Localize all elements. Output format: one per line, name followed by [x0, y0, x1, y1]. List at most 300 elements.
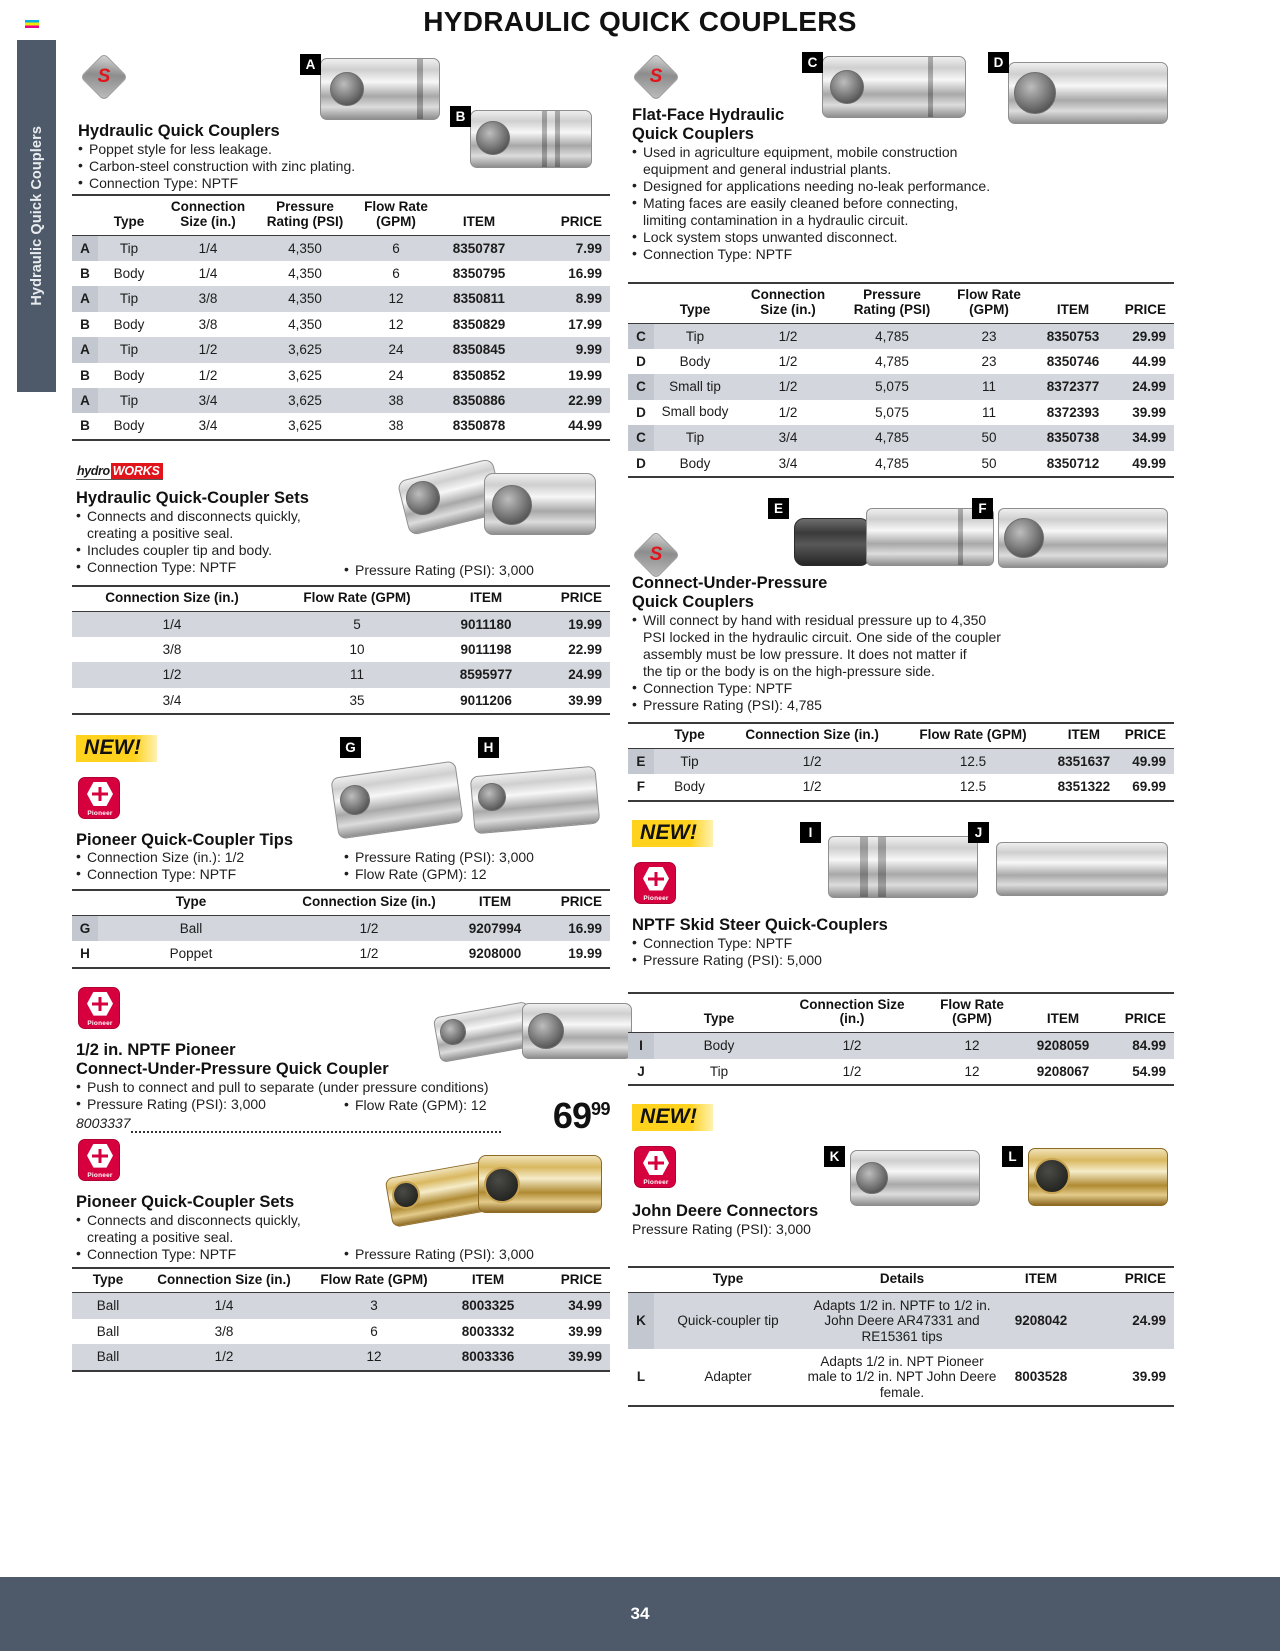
bullets-hydraulic-quick-coupler-sets [76, 508, 376, 576]
cell-size: 3/8 [198, 316, 218, 332]
cell-price: 49.99 [1132, 455, 1166, 471]
cell-psi: 4,785 [840, 323, 944, 349]
table-row [628, 323, 1174, 349]
cell-size: 3/4 [160, 388, 256, 413]
image-tag-e: E [768, 498, 789, 519]
cell-type: Body [113, 316, 145, 332]
cell-psi: 4,350 [288, 316, 322, 332]
bullets-pioneer-sets-right [344, 1246, 614, 1263]
cell-item: 9011206 [460, 692, 512, 708]
cell-gpm: 12.5 [959, 779, 987, 795]
cell-size: 1/2 [284, 915, 454, 941]
cell-price: 39.99 [568, 692, 602, 708]
cell-type: Ball [72, 1344, 144, 1370]
product-image-i [828, 836, 978, 898]
table-row [72, 662, 610, 687]
product-image-e-dark [794, 518, 870, 566]
cell-type: Ball [96, 1323, 120, 1339]
cell-item: 8350712 [1046, 455, 1100, 471]
bullet-item: • Will connect by hand with residual pressure up to 4,350 [632, 612, 1172, 629]
cell-item: 8003528 [1014, 1369, 1068, 1385]
col-connection-size: Connection Size (in.) [736, 283, 840, 323]
table-pioneer-quick-coupler-sets [72, 1267, 610, 1372]
bullet-item: • Connection Type: NPTF [632, 935, 1052, 952]
cell-size: 3/4 [162, 692, 182, 708]
cell-psi: 4,350 [256, 235, 354, 261]
cell-gpm: 6 [392, 266, 400, 282]
cell-type: Small tip [654, 374, 736, 399]
cell-type: Tip [709, 1063, 729, 1079]
page-title: HYDRAULIC QUICK COUPLERS [423, 6, 857, 37]
page-footer [0, 1577, 1280, 1651]
cell-psi: 4,350 [288, 266, 322, 282]
cell-details: Adapts 1/2 in. NPTF to 1/2 in. John Deere AR47331 and RE15361 tips [802, 1292, 1002, 1349]
col-type: Type [72, 1268, 144, 1293]
bullet-item: • Used in agriculture equipment, mobile construction [632, 144, 1172, 161]
page-number: 34 [630, 1604, 650, 1623]
table-row [72, 637, 610, 662]
cell-price: 39.99 [532, 1344, 610, 1370]
cell-type: Tip [98, 286, 160, 311]
table-skid-steer [628, 992, 1174, 1086]
table-row [628, 1059, 1174, 1085]
bullet-item: • Connects and disconnects quickly, [76, 1212, 376, 1229]
cell-type: Ball [98, 915, 284, 941]
cell-gpm: 11 [272, 662, 442, 687]
cell-psi: 3,625 [288, 418, 322, 434]
cell-size: 1/2 [778, 404, 798, 420]
cell-price: 24.99 [1080, 1292, 1174, 1349]
pioneer-logo-text: Pioneer [643, 894, 669, 902]
table-header-row [72, 890, 610, 915]
block-john-deere [628, 1104, 1174, 1407]
cell-letter: K [628, 1292, 654, 1349]
cell-letter: E [628, 748, 654, 774]
col-item: ITEM [438, 195, 520, 235]
cell-price: 34.99 [1112, 425, 1174, 450]
pioneer-brand-logo [634, 1146, 676, 1188]
right-column [628, 44, 1174, 1413]
pioneer-logo-text: Pioneer [87, 810, 113, 818]
cell-size: 1/4 [144, 1293, 304, 1319]
col-type: Type [98, 195, 160, 235]
col-item: ITEM [444, 1268, 532, 1293]
cell-gpm: 23 [981, 354, 997, 370]
bullets-pioneer-sets [76, 1212, 376, 1263]
pioneer-hex-icon [87, 992, 113, 1016]
table-john-deere [628, 1266, 1174, 1407]
bullet-item-cont: PSI locked in the hydraulic circuit. One side of the coupler [643, 629, 1001, 646]
left-column [72, 44, 610, 1378]
block-hydraulic-quick-couplers [72, 44, 610, 441]
cell-psi: 4,785 [875, 455, 909, 471]
bullet-item-cont: assembly must be low pressure. It does not matter if [643, 646, 967, 663]
table-row [628, 451, 1174, 477]
cell-item: 9208000 [468, 946, 522, 962]
bullet-item: • Carbon-steel construction with zinc plating. [78, 158, 478, 175]
cell-item: 8350811 [438, 286, 520, 311]
table-header-row [628, 723, 1174, 748]
col-letter [628, 993, 654, 1033]
table-body [628, 1033, 1174, 1085]
cell-price: 16.99 [536, 915, 610, 941]
bullet-item: • Pressure Rating (PSI): 3,000 [344, 849, 614, 866]
col-item: ITEM [1002, 1267, 1080, 1292]
product-image-set-body-bore [492, 485, 532, 525]
heading-hydraulic-quick-couplers: Hydraulic Quick Couplers [78, 122, 280, 140]
bullets-pioneer-tips-right [344, 849, 614, 883]
table-header-row [628, 993, 1174, 1033]
leader-dots [131, 1124, 501, 1133]
image-tag-l: L [1002, 1146, 1023, 1167]
bullet-item: • Connection Size (in.): 1/2 [76, 849, 366, 866]
table-row [72, 286, 610, 311]
bullet-item: • Connection Type: NPTF [76, 866, 366, 883]
table-hydraulic-quick-coupler-sets [72, 585, 610, 715]
new-badge: NEW! [632, 1104, 713, 1131]
table-row [72, 337, 610, 362]
cell-type: Body [679, 455, 711, 471]
bullet-item: • Flow Rate (GPM): 12 [344, 1097, 614, 1114]
heading-hydraulic-quick-coupler-sets: Hydraulic Quick-Coupler Sets [76, 488, 309, 507]
col-connection-size: Connection Size (in.) [72, 586, 272, 611]
cell-gpm: 50 [944, 425, 1034, 450]
cell-size: 1/4 [72, 611, 272, 637]
col-details: Details [802, 1267, 1002, 1292]
cell-price: 22.99 [568, 641, 602, 657]
product-image-a-bore [330, 72, 364, 106]
cell-price: 84.99 [1102, 1033, 1174, 1059]
col-price: PRICE [1112, 283, 1174, 323]
cell-psi: 4,785 [875, 354, 909, 370]
cell-gpm: 6 [370, 1323, 378, 1339]
section-side-tab-label: Hydraulic Quick Couplers [28, 126, 45, 306]
cell-type: Body [113, 418, 145, 434]
table-flat-face [628, 282, 1174, 478]
surelock-brand-logo [632, 54, 682, 102]
cell-price: 19.99 [568, 946, 602, 962]
product-image-d-bore [1014, 72, 1056, 114]
table-row [72, 235, 610, 261]
cell-letter: I [628, 1033, 654, 1059]
cell-type: Tip [98, 388, 160, 413]
col-price: PRICE [532, 1268, 610, 1293]
bullets-pioneer-tips-left [76, 849, 366, 883]
cell-item: 8350753 [1034, 323, 1112, 349]
cell-item: 8003336 [444, 1344, 532, 1370]
cell-letter: B [80, 316, 90, 332]
cell-item: 9011198 [460, 641, 512, 657]
product-image-c-bore [830, 70, 864, 104]
bullets-hydraulic-quick-couplers [78, 141, 478, 192]
table-row [72, 1293, 610, 1319]
bullet-item-cont: equipment and general industrial plants. [643, 161, 892, 178]
col-item: ITEM [1047, 723, 1121, 748]
table-body [628, 748, 1174, 800]
cell-item: 8350845 [438, 337, 520, 362]
cell-size: 1/2 [736, 323, 840, 349]
block-connect-under-pressure [628, 494, 1174, 802]
big-price [553, 1095, 610, 1137]
cell-price: 24.99 [1112, 374, 1174, 399]
cell-letter: A [72, 388, 98, 413]
image-tag-g: G [340, 737, 361, 758]
col-price: PRICE [1080, 1267, 1174, 1292]
cell-price: 69.99 [1132, 779, 1166, 795]
product-image-i-ring1 [860, 837, 868, 897]
bullet-item: • Pressure Rating (PSI): 4,785 [632, 697, 1172, 714]
cell-size: 1/2 [359, 946, 379, 962]
image-tag-i: I [800, 822, 821, 843]
col-price: PRICE [520, 195, 610, 235]
cell-price: 19.99 [568, 367, 602, 383]
cell-item: 9208067 [1036, 1063, 1090, 1079]
cell-type: Body [674, 779, 705, 795]
product-image-l-bore [1034, 1158, 1070, 1194]
block-pioneer-quick-coupler-sets [72, 1139, 610, 1372]
table-body [628, 323, 1174, 477]
cell-item: 9208042 [1002, 1292, 1080, 1349]
cell-psi: 5,075 [840, 374, 944, 399]
cell-size: 1/4 [160, 235, 256, 261]
cell-price: 24.99 [530, 662, 610, 687]
cell-letter: D [636, 404, 646, 420]
cell-type: Tip [98, 337, 160, 362]
cell-gpm: 5 [272, 611, 442, 637]
cell-size: 3/4 [198, 418, 218, 434]
bullet-item: • Connection Type: NPTF [78, 175, 478, 192]
col-letter [628, 1267, 654, 1292]
cell-size: 3/4 [736, 425, 840, 450]
cell-psi: 3,625 [256, 337, 354, 362]
cell-type: Body [113, 266, 145, 282]
cell-item: 9011180 [442, 611, 530, 637]
cell-price: 54.99 [1132, 1063, 1166, 1079]
cell-price: 17.99 [568, 316, 602, 332]
cell-item: 8003332 [461, 1323, 515, 1339]
table-row [72, 915, 610, 941]
col-letter [72, 195, 98, 235]
cell-size: 1/2 [778, 354, 798, 370]
hydroworks-brand-logo [76, 463, 163, 480]
cell-item: 8350852 [452, 367, 506, 383]
col-item: ITEM [1024, 993, 1102, 1033]
table-row [628, 774, 1174, 800]
table-row [628, 1349, 1174, 1406]
table-row [628, 748, 1174, 774]
cell-item: 8003325 [444, 1293, 532, 1319]
cell-gpm: 12 [304, 1344, 444, 1370]
table-body [72, 1293, 610, 1371]
bullets-hydraulic-quick-coupler-sets-right [344, 562, 614, 579]
cell-item: 8350829 [452, 316, 506, 332]
heading-cup-line1: Connect-Under-Pressure [632, 573, 828, 592]
cell-gpm: 12.5 [899, 748, 1047, 774]
cell-size: 1/2 [784, 1033, 920, 1059]
cell-gpm: 11 [944, 374, 1034, 399]
cell-letter: C [628, 323, 654, 349]
col-item: ITEM [1034, 283, 1112, 323]
table-body [72, 611, 610, 714]
cell-item: 8350738 [1034, 425, 1112, 450]
table-row [72, 611, 610, 637]
cell-type: Tip [654, 323, 736, 349]
col-connection-size: Connection Size (in.) [160, 195, 256, 235]
col-flow-rate: Flow Rate (GPM) [354, 195, 438, 235]
block-hydraulic-quick-coupler-sets [72, 459, 610, 715]
image-tag-c: C [802, 52, 823, 73]
col-connection-size: Connection Size (in.) [784, 993, 920, 1033]
cell-type: Body [654, 1033, 784, 1059]
product-image-f-bore [1004, 518, 1044, 558]
cell-price: 39.99 [1132, 1369, 1166, 1385]
col-pressure-rating: Pressure Rating (PSI) [256, 195, 354, 235]
cell-letter: B [80, 367, 90, 383]
table-row [628, 1292, 1174, 1349]
cell-type: Tip [654, 425, 736, 450]
cell-price: 49.99 [1121, 748, 1174, 774]
col-type: Type [98, 890, 284, 915]
table-pioneer-quick-coupler-tips [72, 889, 610, 969]
cell-letter: A [72, 337, 98, 362]
item-number: 8003337 [76, 1114, 131, 1131]
cell-item: 8351637 [1047, 748, 1121, 774]
table-body [72, 915, 610, 967]
block-pioneer-quick-coupler-tips [72, 735, 610, 969]
cell-item: 8372393 [1046, 404, 1100, 420]
col-price: PRICE [1121, 723, 1174, 748]
pioneer-hex-icon [87, 782, 113, 806]
cell-item: 8350795 [452, 266, 506, 282]
cell-letter: C [628, 374, 654, 399]
cell-gpm: 24 [388, 367, 404, 383]
col-letter [72, 890, 98, 915]
table-header-row [72, 586, 610, 611]
col-flow-rate: Flow Rate (GPM) [944, 283, 1034, 323]
surelock-brand-logo [632, 532, 682, 580]
col-flow-rate: Flow Rate (GPM) [920, 993, 1024, 1033]
col-item: ITEM [442, 586, 530, 611]
col-type: Type [654, 993, 784, 1033]
col-connection-size: Connection Size (in.) [144, 1268, 304, 1293]
cell-gpm: 12 [354, 286, 438, 311]
cell-type: Tip [98, 235, 160, 261]
product-image-k-bore [856, 1162, 888, 1194]
cell-psi: 4,785 [840, 425, 944, 450]
cell-letter: B [80, 418, 90, 434]
bullet-item: • Pressure Rating (PSI): 3,000 [344, 562, 614, 579]
image-tag-j: J [968, 822, 989, 843]
block-skid-steer [628, 820, 1174, 1086]
block-pioneer-cup-coupler [72, 987, 610, 1139]
col-flow-rate: Flow Rate (GPM) [304, 1268, 444, 1293]
bullets-connect-under-pressure [632, 612, 1172, 714]
cell-size: 1/2 [160, 337, 256, 362]
product-image-e-ring [958, 509, 963, 565]
table-row [72, 941, 610, 967]
cell-gpm: 35 [349, 692, 365, 708]
cell-type: Body [113, 367, 145, 383]
table-header-row [72, 195, 610, 235]
pioneer-logo-text: Pioneer [643, 1178, 669, 1186]
cell-gpm: 12 [964, 1063, 980, 1079]
bullet-item: • Connection Type: NPTF [76, 1246, 376, 1263]
cell-gpm: 12 [388, 316, 404, 332]
cell-size: 1/2 [144, 1344, 304, 1370]
table-connect-under-pressure [628, 722, 1174, 802]
heading-skid-steer: NPTF Skid Steer Quick-Couplers [632, 915, 888, 934]
cell-letter: F [636, 779, 646, 795]
table-header-row [628, 283, 1174, 323]
col-type: Type [654, 1267, 802, 1292]
image-tag-h: H [478, 737, 499, 758]
bullet-item-cont: limiting contamination in a hydraulic circuit. [643, 212, 909, 229]
bullet-item-cont: creating a positive seal. [87, 524, 234, 541]
cell-item: 8350886 [438, 388, 520, 413]
pioneer-brand-logo [78, 777, 120, 819]
cell-gpm: 6 [354, 235, 438, 261]
col-price: PRICE [1102, 993, 1174, 1033]
table-body [628, 1292, 1174, 1406]
table-row [628, 1033, 1174, 1059]
cell-price: 29.99 [1112, 323, 1174, 349]
pioneer-brand-logo [78, 1139, 120, 1181]
col-type: Type [654, 283, 736, 323]
cell-size: 1/2 [725, 748, 899, 774]
cell-letter: B [80, 266, 90, 282]
cell-item: 8372377 [1034, 374, 1112, 399]
cell-size: 1/2 [736, 374, 840, 399]
cell-gpm: 3 [304, 1293, 444, 1319]
col-pressure-rating: Pressure Rating (PSI) [840, 283, 944, 323]
cell-type: Small body [661, 404, 729, 420]
table-row [72, 363, 610, 388]
hydroworks-text-b: WORKS [111, 463, 163, 479]
product-image-cup-body-bore [528, 1013, 564, 1049]
cell-letter: H [80, 946, 90, 962]
image-tag-k: K [824, 1146, 845, 1167]
col-type: Type [654, 723, 725, 748]
cell-gpm: 24 [354, 337, 438, 362]
cell-price: 16.99 [568, 266, 602, 282]
cell-size: 1/4 [198, 266, 218, 282]
bullet-item: • Pressure Rating (PSI): 5,000 [632, 952, 1052, 969]
bullet-item: • Connection Type: NPTF [632, 246, 1172, 263]
heading-pioneer-quick-coupler-sets: Pioneer Quick-Coupler Sets [76, 1192, 295, 1211]
col-connection-size: Connection Size (in.) [284, 890, 454, 915]
table-row [72, 688, 610, 714]
col-letter [628, 723, 654, 748]
table-row [628, 425, 1174, 450]
cell-size: 1/2 [198, 367, 218, 383]
cell-type: Poppet [169, 946, 213, 962]
block-flat-face [628, 44, 1174, 478]
pioneer-brand-logo [78, 987, 120, 1029]
pioneer-hex-icon [87, 1144, 113, 1168]
cell-item: 8595977 [442, 662, 530, 687]
image-tag-b: B [450, 106, 471, 127]
cell-gpm: 10 [349, 641, 365, 657]
product-image-c-ring [928, 57, 933, 117]
cell-gpm: 11 [981, 404, 996, 420]
bullet-item: • Flow Rate (GPM): 12 [344, 866, 614, 883]
section-side-tab [17, 40, 56, 392]
cell-gpm: 23 [944, 323, 1034, 349]
cell-price: 39.99 [568, 1323, 602, 1339]
heading-flat-face-line1: Flat-Face Hydraulic [632, 106, 785, 124]
cell-psi: 3,625 [288, 367, 322, 383]
heading-cup-line2: Quick Couplers [632, 592, 754, 611]
